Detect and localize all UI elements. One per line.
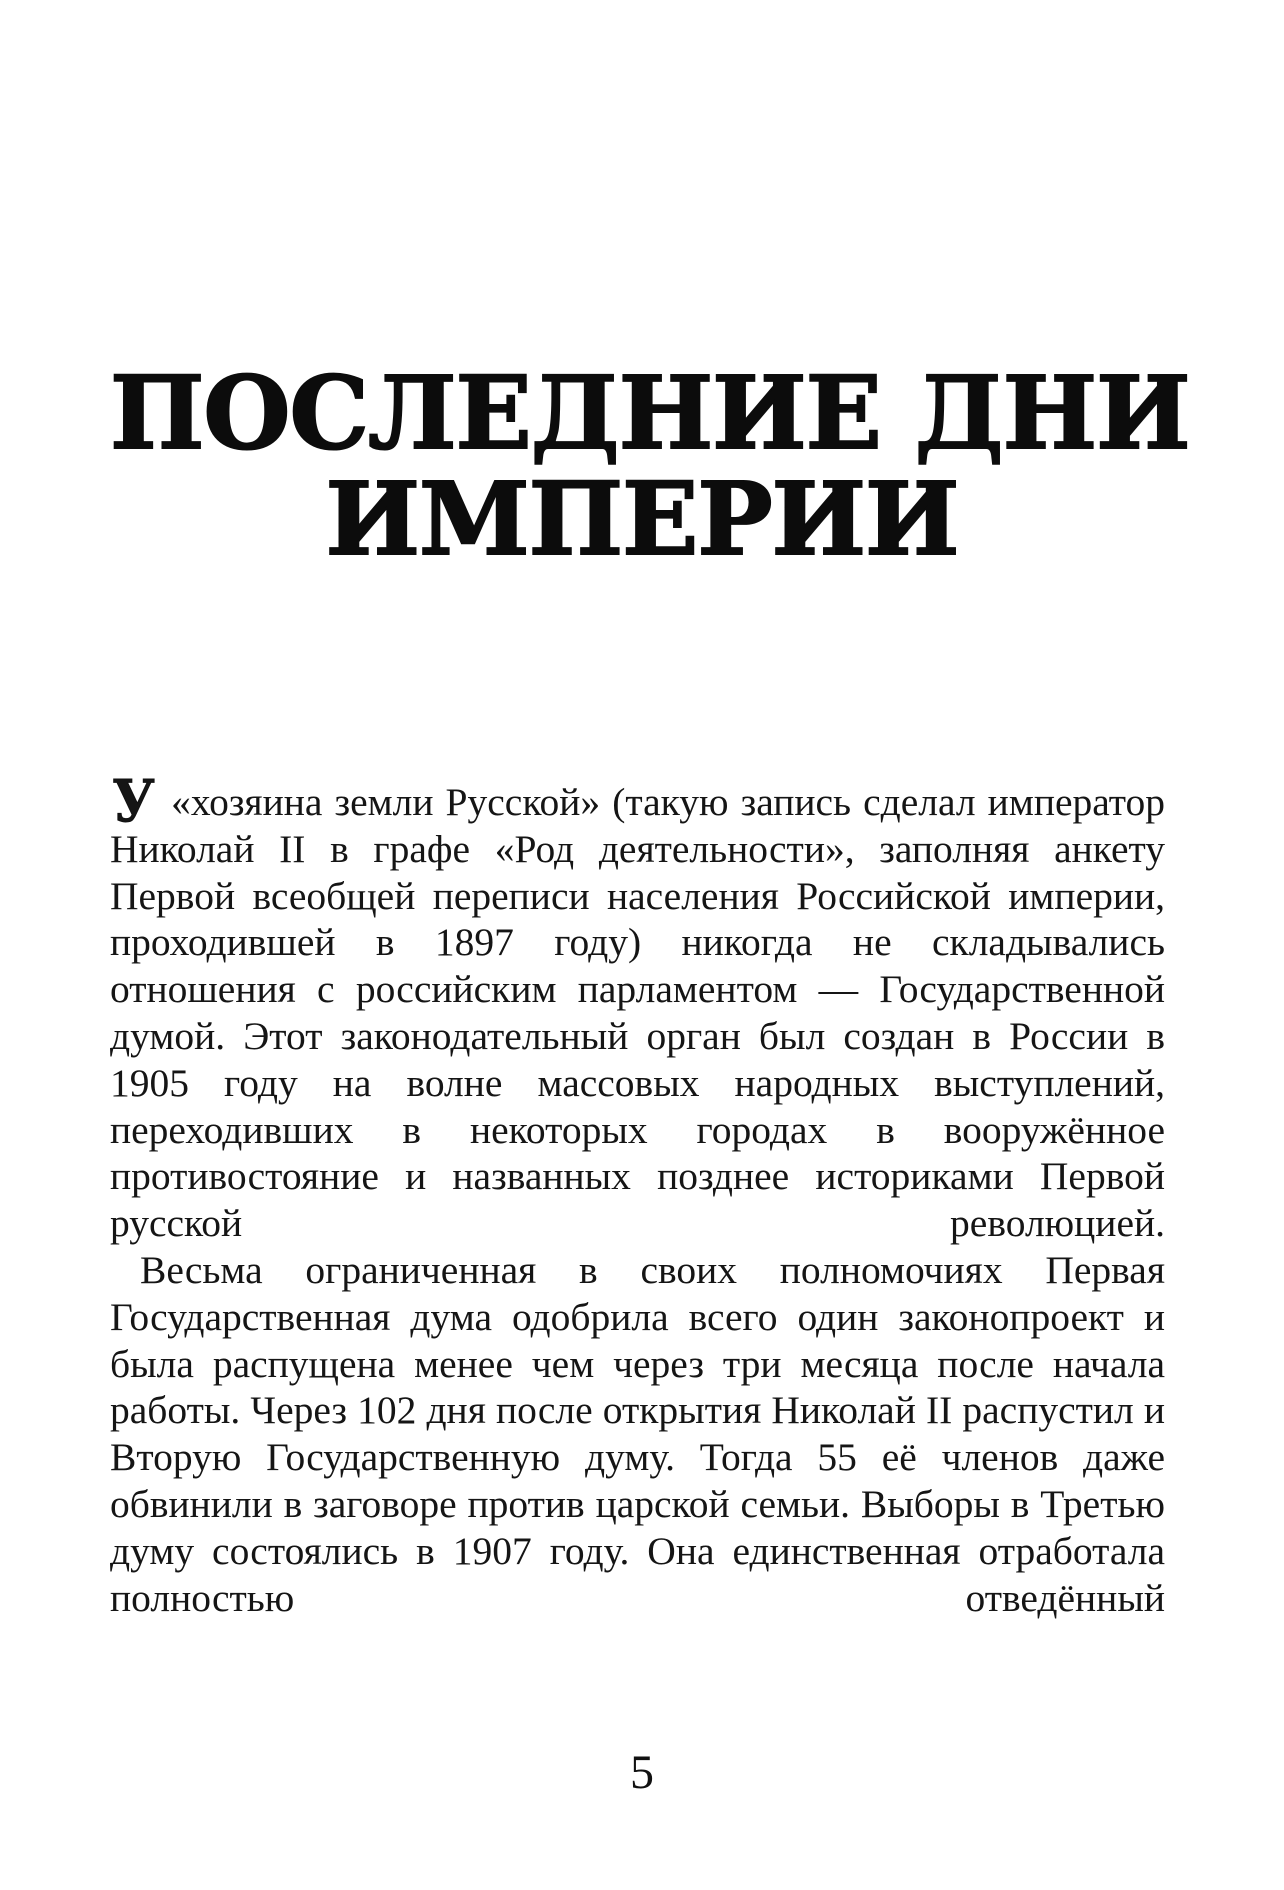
chapter-title	[110, 354, 1190, 578]
paragraph-2-text: Весьма ограниченная в своих полномочиях Первая Государственная дума одобрила всего один законопроект и была распущена менее чем через три месяца после начала работы. Через 102 дня после открытия Николай II распустил и Вторую Государственную думу. Тогда 55 её членов даже обвинили в заговоре против царской семьи. Выборы в Третью думу состоялись в 1907 году. Она единственная отработала полностью отведённый	[110, 1247, 1165, 1620]
chapter-title-line-2: ИМПЕРИИ	[325, 460, 959, 578]
paragraph-2	[110, 1247, 1165, 1621]
paragraph-1-text: «хозяина земли Русской» (такую запись сделал император Николай II в графе «Род деятельности», заполняя анкету Первой всеобщей переписи населения Российской империи, проходившей в 1897 году) никогда не складывались отношения с российским парламентом — Государственной думой. Этот законодательный орган был создан в России в 1905 году на волне массовых народных выступлений, переходивших в некоторых городах в вооружённое противостояние и названных позднее историками Первой русской революцией.	[110, 780, 1165, 1246]
chapter-title-line-1: ПОСЛЕДНИЕ ДНИ	[110, 354, 1190, 472]
chapter-body	[110, 767, 1165, 1621]
paragraph-1	[110, 767, 1165, 1247]
drop-cap: У	[112, 767, 155, 835]
page-number: 5	[630, 1746, 654, 1799]
